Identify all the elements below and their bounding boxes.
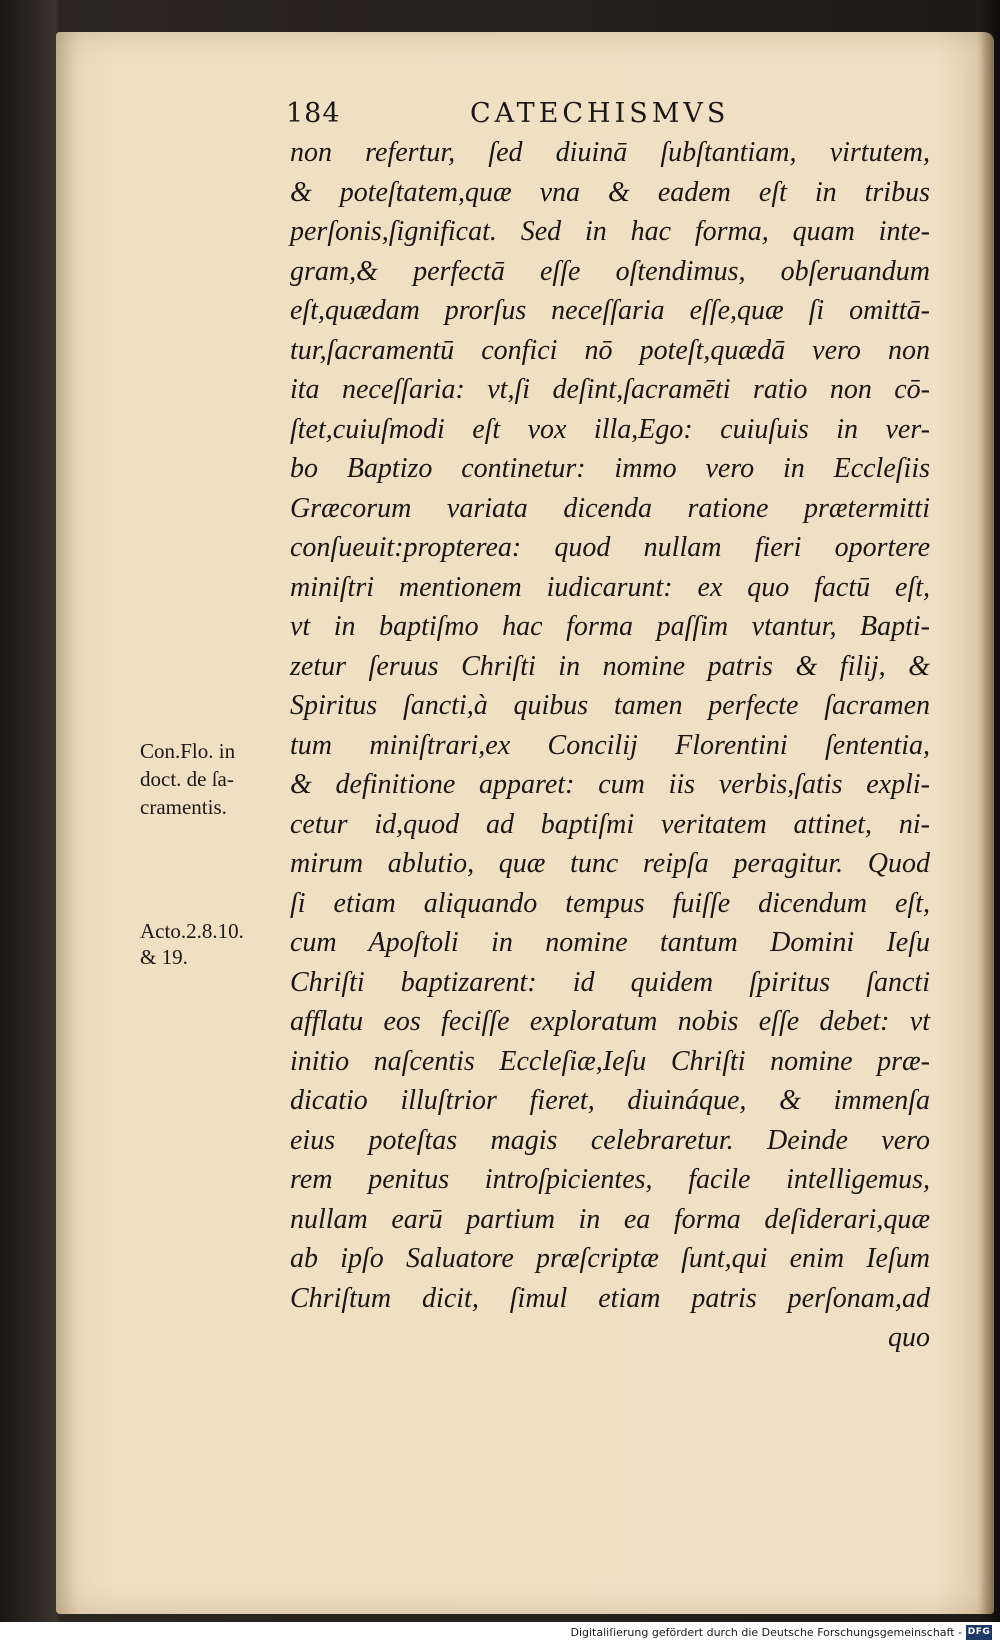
margin-note-council-line2: doct. de ſa- (140, 767, 234, 791)
text-line: Græcorum variata dicenda ratione prætermitti (290, 492, 930, 524)
page-header (286, 98, 906, 138)
text-line: ſtet,cuiuſmodi eſt vox illa,Ego: cuiuſuis in ver- (290, 413, 930, 445)
text-line: Chriſtum dicit, ſimul etiam patris perſonam,ad (290, 1282, 930, 1314)
main-text-block (290, 133, 930, 1358)
text-line: ſi etiam aliquando tempus fuiſſe dicendum eſt, (290, 887, 930, 919)
text-line: eſt,quædam prorſus neceſſaria eſſe,quæ ſi omittā- (290, 295, 930, 326)
page-number: 184 (286, 98, 341, 129)
margin-note-acts-line1: Acto.2.8.10. (140, 919, 244, 943)
text-line: conſueuit:propterea: quod nullam fieri oportere (290, 532, 930, 563)
dfg-logo-icon: DFG (966, 1625, 992, 1640)
text-line: perſonis,ſignificat. Sed in hac forma, quam inte- (290, 216, 930, 247)
text-line: non refertur, ſed diuinā ſubſtantiam, virtutem, (290, 137, 930, 168)
text-line: initio naſcentis Eccleſiæ,Ieſu Chriſti nomine præ- (290, 1045, 930, 1077)
text-line: rem penitus introſpicientes, facile intelligemus, (290, 1164, 930, 1195)
margin-note-acts-line2: & 19. (140, 945, 188, 969)
text-line: nullam earū partium in ea forma deſiderari,quæ (290, 1203, 930, 1235)
text-line: Chriſti baptizarent: id quidem ſpiritus ſancti (290, 966, 930, 998)
text-line: tum miniſtrari,ex Concilij Florentini ſententia, (290, 729, 930, 761)
text-line: ab ipſo Saluatore præſcriptæ ſunt,qui enim Ieſum (290, 1243, 930, 1274)
text-line: & poteſtatem,quæ vna & eadem eſt in tribus (290, 176, 930, 208)
text-line: & definitione apparet: cum iis verbis,ſatis expli- (290, 769, 930, 800)
text-line: zetur ſeruus Chriſti in nomine patris & filij, & (290, 650, 930, 682)
text-line: Spiritus ſancti,à quibus tamen perfecte ſacramen (290, 690, 930, 721)
catchword: quo (888, 1322, 930, 1353)
text-line: cum Apoſtoli in nomine tantum Domini Ieſu (290, 927, 930, 958)
page-edge-shadow (980, 32, 994, 1614)
text-line: mirum ablutio, quæ tunc reipſa peragitur. Quod (290, 848, 930, 879)
margin-note-council-line3: cramentis. (140, 795, 227, 819)
footer-bar (0, 1622, 1000, 1645)
text-line: vt in baptiſmo hac forma paſſim vtantur, Bapti- (290, 611, 930, 642)
funding-credit: Digitaliſierung gefördert durch die Deutsche Forschungsgemeinschaft - (570, 1626, 962, 1639)
running-title: CATECHISMVS (470, 98, 730, 129)
text-line: tur,ſacramentū confici nō poteſt,quædā vero non (290, 334, 930, 366)
text-line: gram,& perfectā eſſe oſtendimus, obſeruandum (290, 255, 930, 287)
text-line: bo Baptizo continetur: immo vero in Eccleſiis (290, 453, 930, 484)
margin-note-council-line1: Con.Flo. in (140, 739, 236, 763)
text-line: cetur id,quod ad baptiſmi veritatem attinet, ni- (290, 808, 930, 840)
text-line: afflatu eos feciſſe exploratum nobis eſſe debet: vt (290, 1006, 930, 1037)
text-line: dicatio illuſtrior fieret, diuináque, & immenſa (290, 1085, 930, 1116)
text-line: ita neceſſaria: vt,ſi deſint,ſacramēti ratio non cō- (290, 374, 930, 405)
text-line: miniſtri mentionem iudicarunt: ex quo factū eſt, (290, 571, 930, 603)
text-line: eius poteſtas magis celebraretur. Deinde vero (290, 1124, 930, 1156)
